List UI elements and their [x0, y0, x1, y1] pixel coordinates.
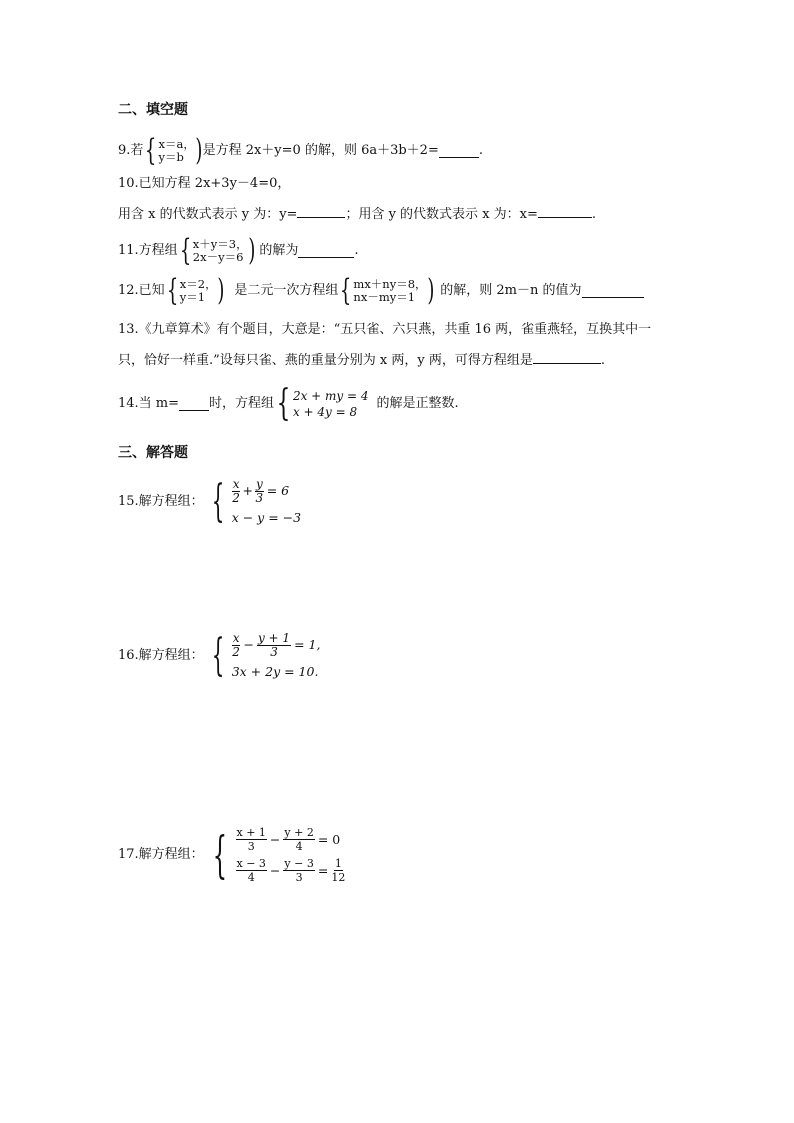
- q17-eq2: [236, 857, 346, 884]
- q17-eq2-den1: 4: [247, 871, 255, 884]
- q15-eq1-den1: 2: [232, 490, 240, 505]
- q10-text-a: 用含 x 的代数式表示 y 为：y=: [118, 207, 298, 222]
- q17-eq1-den2: 4: [295, 840, 303, 853]
- q9-system: [143, 133, 203, 168]
- q11-end: .: [354, 243, 359, 258]
- q16-eq1-den2: 3: [270, 644, 278, 659]
- q15-label: 15.解方程组：: [118, 494, 204, 509]
- q14-eq1: 2x + my = 4: [292, 389, 369, 403]
- q17-eq1-num2: y + 2: [284, 826, 314, 839]
- q16-eq1-rhs: = 1,: [294, 637, 321, 652]
- q11-system: [178, 233, 256, 268]
- q17-eq2-rhs-num: 1: [334, 857, 342, 870]
- q9-sys-row2: y＝b: [158, 150, 184, 164]
- right-paren-icon: ): [195, 133, 203, 168]
- q14-system: [274, 383, 369, 424]
- q17-eq2-num1: x − 3: [236, 857, 266, 870]
- question-17: [118, 822, 345, 888]
- right-paren-icon: ): [247, 233, 255, 268]
- q12-number: 12.已知: [118, 283, 165, 298]
- q17-label: 17.解方程组：: [118, 847, 204, 862]
- q14-number: 14.当 m=: [118, 396, 180, 411]
- q12-sys2-row2: nx－my＝1: [353, 290, 416, 304]
- q16-eq1-den1: 2: [232, 644, 240, 659]
- q13-answer-blank[interactable]: [533, 351, 601, 364]
- q15-eq1-den2: 3: [255, 490, 264, 505]
- q13-text: 只，恰好一样重.”设每只雀、燕的重量分别为 x 两，y 两，可得方程组是: [118, 353, 533, 368]
- q16-eq2: 3x + 2y = 10.: [231, 663, 319, 679]
- left-brace-icon: {: [166, 273, 178, 308]
- q16-eq1-num1: x: [232, 630, 240, 645]
- q15-eq1: [232, 478, 301, 505]
- q15-eq2: x − y = −3: [231, 509, 302, 525]
- q16-eq1: [232, 632, 321, 659]
- q11-sys-row1: x＋y＝3，: [192, 237, 248, 251]
- q9-answer-blank[interactable]: [439, 145, 479, 158]
- q17-eq2-den2: 3: [295, 871, 303, 884]
- q14-eq2: x + 4y = 8: [292, 405, 358, 419]
- question-13-line2: [118, 351, 605, 370]
- q14-mid: 时，方程组: [209, 396, 275, 411]
- q10-end: .: [591, 207, 597, 222]
- q10-blank-y[interactable]: [297, 205, 345, 218]
- q15-eq1-op: +: [242, 483, 253, 498]
- q17-eq1-op: −: [269, 831, 281, 847]
- q13-end: .: [600, 353, 605, 368]
- q15-eq1-num1: x: [232, 476, 240, 491]
- question-10-line2: [118, 205, 596, 224]
- q17-eq2-equals: =: [317, 862, 329, 878]
- q12-mid: 是二元一次方程组: [234, 283, 339, 298]
- q15-eq1-rhs: = 6: [266, 483, 290, 498]
- q12-sys1-row2: y＝1: [179, 290, 206, 304]
- q15-eq1-num2: y: [255, 476, 263, 491]
- q12-answer-blank[interactable]: [582, 285, 644, 298]
- q17-eq1: [236, 826, 346, 853]
- section-title-solve: 三、解答题: [118, 445, 188, 461]
- q9-text: 是方程 2x＋y=0 的解，则 6a＋3b＋2=: [202, 143, 439, 158]
- q16-eq1-op: −: [243, 637, 254, 652]
- q12-text: 的解，则 2m－n 的值为: [440, 283, 582, 298]
- q14-end: 的解是正整数.: [376, 396, 459, 411]
- right-paren-icon: ): [216, 273, 224, 308]
- q17-eq1-den1: 3: [247, 840, 255, 853]
- q12-system-1: [165, 273, 225, 308]
- section-title-fill-in: 二、填空题: [118, 102, 188, 118]
- q17-eq2-num2: y − 3: [284, 857, 314, 870]
- q9-sys-row1: x＝a，: [158, 137, 195, 151]
- left-brace-icon: {: [211, 630, 224, 681]
- q11-text: 的解为: [259, 243, 299, 258]
- question-13-line1: 13.《九章算术》有个题目，大意是：“五只雀、六只燕，共重 16 两，雀重燕轻，互换其中一: [118, 322, 652, 337]
- left-brace-icon: {: [276, 383, 291, 424]
- question-16: [118, 626, 320, 686]
- question-9: [118, 133, 483, 168]
- q11-sys-row2: 2x－y＝6: [192, 250, 244, 264]
- left-brace-icon: {: [179, 233, 191, 268]
- q10-text-b: ；用含 y 的代数式表示 x 为：x=: [345, 207, 538, 222]
- q17-eq2-op: −: [269, 862, 281, 878]
- left-brace-icon: {: [212, 826, 227, 884]
- left-brace-icon: {: [340, 273, 352, 308]
- q10-blank-x[interactable]: [538, 205, 592, 218]
- q11-number: 11.方程组: [118, 243, 178, 258]
- left-brace-icon: {: [145, 133, 157, 168]
- right-paren-icon: ): [426, 273, 434, 308]
- q11-answer-blank[interactable]: [298, 245, 354, 258]
- question-11: [118, 233, 359, 268]
- q12-sys1-row1: x＝2，: [179, 277, 217, 291]
- q16-eq1-num2: y + 1: [257, 630, 291, 645]
- q17-eq2-rhs-den: 12: [331, 871, 346, 884]
- q16-label: 16.解方程组：: [118, 648, 204, 663]
- q14-answer-blank[interactable]: [179, 398, 209, 411]
- question-15: [118, 472, 301, 532]
- question-10-line1: 10.已知方程 2x+3y－4=0，: [118, 176, 291, 191]
- q12-sys2-row1: mx＋ny＝8，: [353, 277, 427, 291]
- q17-eq1-rhs: = 0: [317, 831, 341, 847]
- q9-end: .: [478, 143, 483, 158]
- question-12: [118, 273, 644, 308]
- q17-eq1-num1: x + 1: [236, 826, 266, 839]
- left-brace-icon: {: [211, 476, 224, 527]
- question-14: [118, 383, 459, 424]
- q12-system-2: [338, 273, 434, 308]
- q9-number: 9.若: [118, 143, 144, 158]
